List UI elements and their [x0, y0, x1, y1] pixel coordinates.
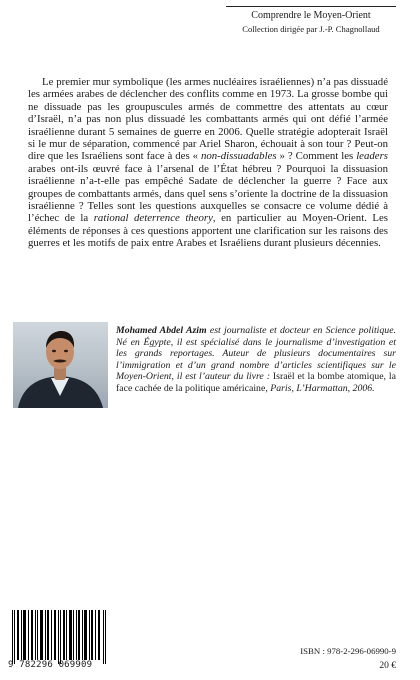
author-book-publisher: , Paris, L’Harmattan, 2006. [265, 382, 375, 394]
blurb-emphasis-1: non-dissuadables [200, 150, 277, 163]
blurb-emphasis-2: leaders [356, 150, 388, 163]
author-name: Mohamed Abdel Azim [116, 325, 207, 336]
blurb-text-2: » ? Comment les [276, 150, 357, 163]
barcode-digits: 9 782296 069909 [8, 660, 93, 670]
barcode [12, 610, 107, 664]
blurb-text-1: Le premier mur symbolique (les armes nucléaires israéliennes) n’a pas dissuadé les armées arabes de déclencher des conflits comme en 1973. La grosse bombe qui ne dissuade pas les groupuscules armés de commettre des attentats au cœur d’Israël, n’a pas non plus dissuadé les combattants armés qui ont défié l’armée israélienne durant 5 semaines de guerre en 2006. Quelle stratégie adopterait Israël si le mur de séparation, commencé par Ariel Sharon, échouait à son tour ? Peut-on dire que les Israéliens sont face à des « [28, 76, 388, 163]
author-book-title: Israël et la bombe atomique, la face cachée de la politique américaine [116, 371, 396, 394]
isbn: ISBN : 978-2-296-06990-9 [300, 646, 396, 656]
author-bio [116, 325, 396, 395]
blurb-emphasis-3: rational deterrence theory [93, 212, 213, 225]
back-cover-blurb [28, 76, 388, 250]
blurb-text-4: , en particulier au Moyen-Orient. Les éléments de réponses à ces questions apportent une clarification sur les raisons des guerres et les motifs de paix entre Arabes et Israéliens durant plusieurs décennies. [28, 212, 389, 250]
author-bio-text: est journaliste et docteur en Science politique. Né en Égypte, il est spécialisé dans le journalisme d’investigation et les grands reportages. Auteur de plusieurs documentaires sur l’immigration et d’un grand nombre d’articles scientifiques sur le Moyen-Orient, il est l’auteur du livre : [116, 325, 396, 383]
series-rule [226, 6, 396, 7]
price: 20 € [379, 661, 396, 671]
series-editor: Collection dirigée par J.-P. Chagnollaud [242, 24, 380, 34]
series-header [226, 6, 396, 35]
series-title: Comprendre le Moyen-Orient [251, 10, 371, 21]
blurb-text-3: arabes ont-ils œuvré face à l’arsenal de l’État hébreu ? Pourquoi la dissuasion israélienne n’a-t-elle pas empêché Sadate de déclencher la guerre ? Face aux groupes de combattants armés, dans quel sens s’oriente la doctrine de la dissuasion israélienne ? Telles sont les questions auxquelles se consacre ce volume dédié à l’échec de la [28, 162, 388, 225]
author-photo [13, 322, 108, 408]
